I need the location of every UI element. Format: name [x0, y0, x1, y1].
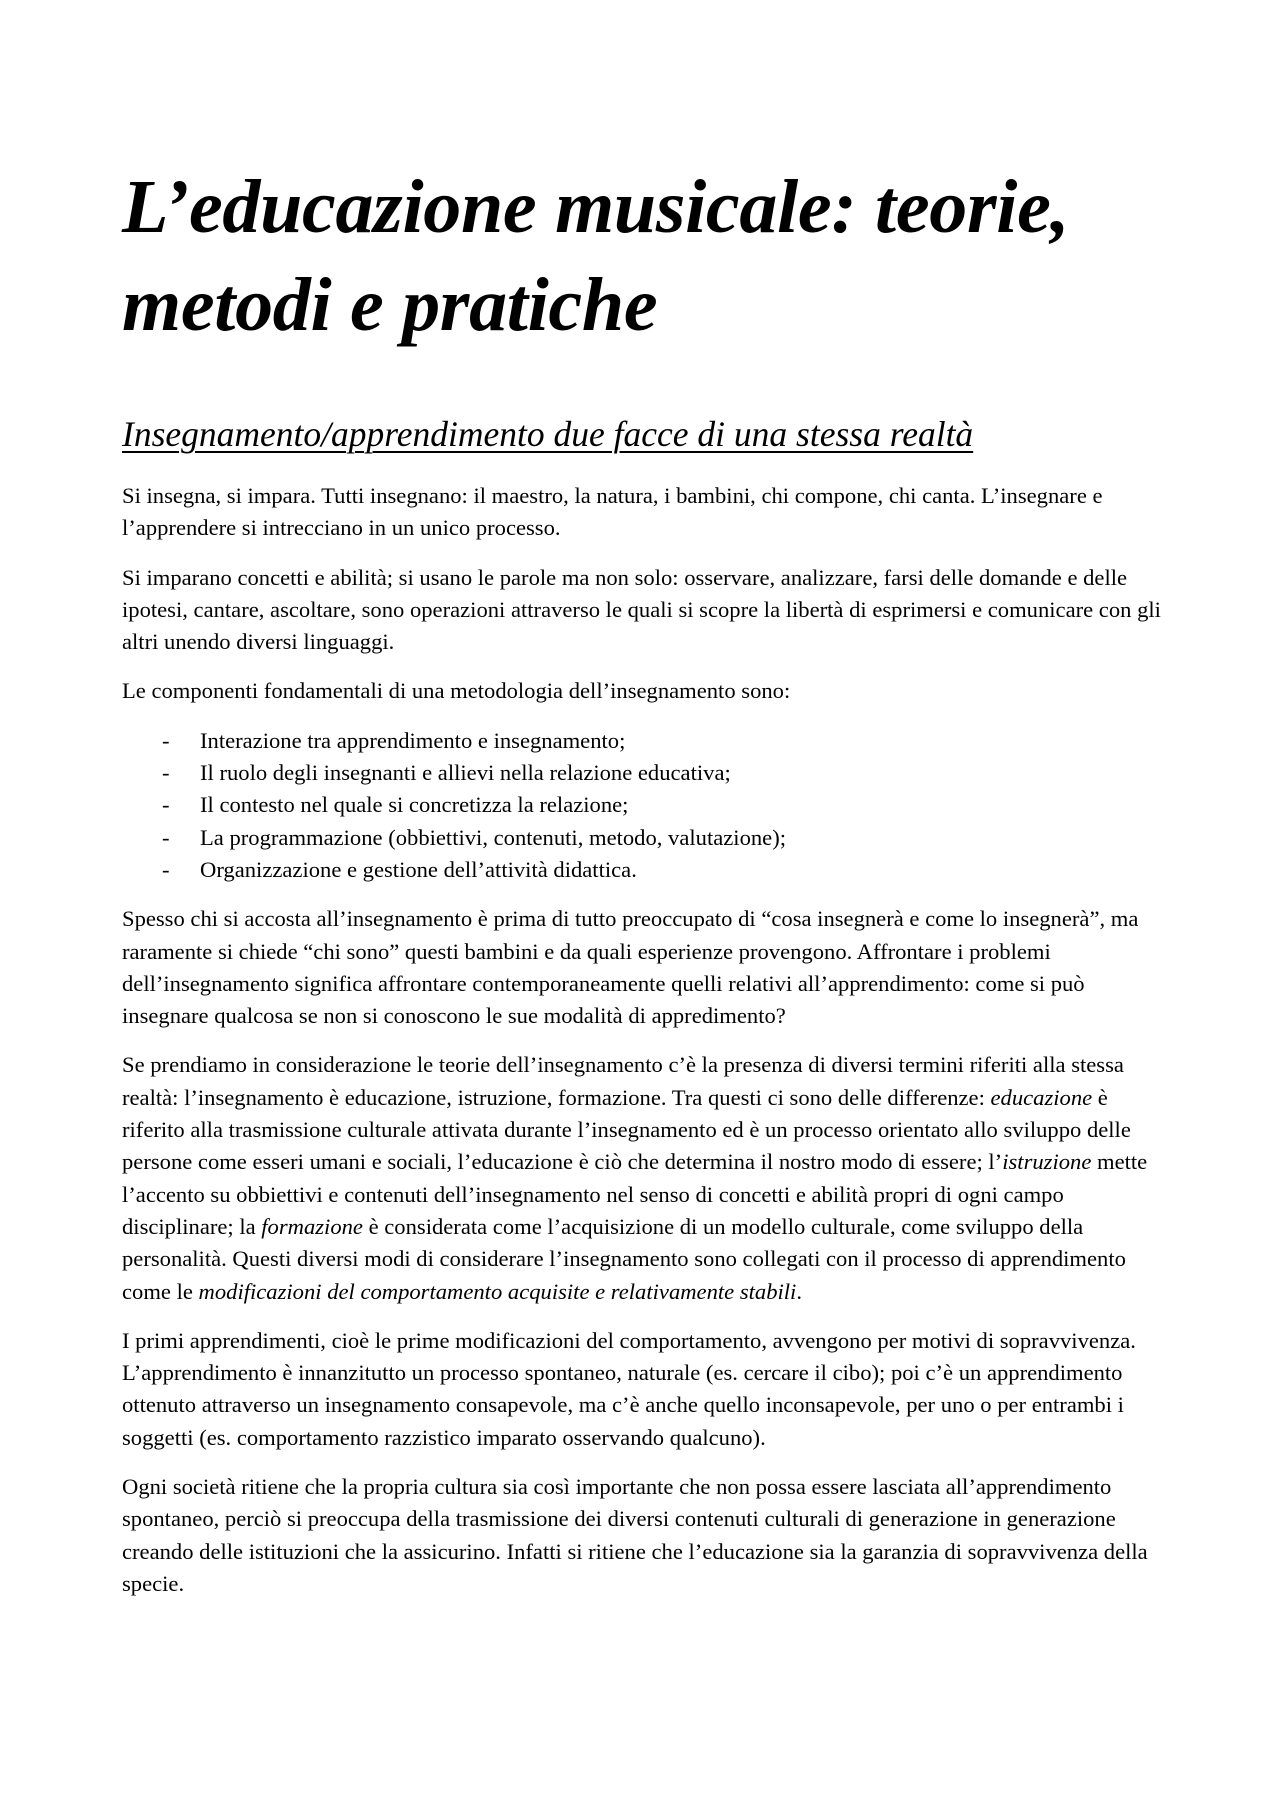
list-dash: -	[162, 824, 170, 850]
section-heading: Insegnamento/apprendimento due facce di una stessa realtà	[122, 414, 974, 454]
list-item	[122, 822, 1172, 854]
list-item-text: Interazione tra apprendimento e insegnamento;	[200, 727, 626, 753]
list-item	[122, 854, 1172, 886]
term-educazione: educazione	[990, 1084, 1093, 1110]
document-title	[122, 158, 1172, 354]
list-item	[122, 789, 1172, 821]
paragraph-5	[122, 1049, 1172, 1307]
document-title-line-1: L’educazione musicale: teorie,	[122, 165, 1070, 249]
list-item	[122, 757, 1172, 789]
paragraph-2: Si imparano concetti e abilità; si usano le parole ma non solo: osservare, analizzare, farsi delle domande e delle ipotesi, cantare, ascoltare, sono operazioni attraverso le quali si scopre la libertà di esprimersi e comunicare con gli altri unendo diversi linguaggi.	[122, 564, 1161, 655]
list-dash: -	[162, 727, 170, 753]
list-item-text: La programmazione (obbiettivi, contenuti, metodo, valutazione);	[200, 824, 786, 850]
paragraph-6: I primi apprendimenti, cioè le prime modificazioni del comportamento, avvengono per motivi di sopravvivenza. L’apprendimento è innanzitutto un processo spontaneo, naturale (es. cercare il cibo); poi c’è un apprendimento ottenuto attraverso un insegnamento consapevole, ma c’è anche quello inconsapevole, per uno o per entrambi i soggetti (es. comportamento razzistico imparato osservando qualcuno).	[122, 1327, 1136, 1450]
term-formazione: formazione	[261, 1213, 363, 1239]
paragraph-1: Si insegna, si impara. Tutti insegnano: il maestro, la natura, i bambini, chi compone, chi canta. L’insegnare e l’apprendere si intrecciano in un unico processo.	[122, 483, 1103, 541]
list-item-text: Organizzazione e gestione dell’attività didattica.	[200, 856, 637, 882]
paragraph-5-text-5: .	[796, 1278, 802, 1304]
paragraph-3: Le componenti fondamentali di una metodologia dell’insegnamento sono:	[122, 678, 791, 704]
term-modificazioni: modificazioni del comportamento acquisite e relativamente stabili	[198, 1278, 797, 1304]
term-istruzione: istruzione	[1002, 1149, 1092, 1175]
document-body	[122, 480, 1172, 1617]
components-list	[122, 725, 1172, 886]
paragraph-5-text-3: mette l’accento su obbiettivi e contenuti dell’insegnamento nel senso di concetti e abilità propri di ogni campo disciplinare; la	[122, 1149, 1148, 1239]
paragraph-5-text-4: è considerata come l’acquisizione di un modello culturale, come sviluppo della personalità. Questi diversi modi di considerare l’insegnamento sono collegati con il processo di apprendimento come le	[122, 1213, 1126, 1304]
list-item	[122, 725, 1172, 757]
list-dash: -	[162, 792, 170, 818]
list-item-text: Il ruolo degli insegnanti e allievi nella relazione educativa;	[200, 760, 731, 786]
list-dash: -	[162, 856, 170, 882]
list-dash: -	[162, 760, 170, 786]
paragraph-5-text-1: Se prendiamo in considerazione le teorie dell’insegnamento c’è la presenza di diversi termini riferiti alla stessa realtà: l’insegnamento è educazione, istruzione, formazione. Tra questi ci sono delle differenze:	[122, 1052, 1124, 1110]
paragraph-4: Spesso chi si accosta all’insegnamento è prima di tutto preoccupato di “cosa insegnerà e come lo insegnerà”, ma raramente si chiede “chi sono” questi bambini e da quali esperienze provengono. Affrontare i problemi dell’insegnamento significa affrontare contemporaneamente quelli relativi all’apprendimento: come si può insegnare qualcosa se non si conoscono le sue modalità di appredimento?	[122, 906, 1139, 1029]
paragraph-7: Ogni società ritiene che la propria cultura sia così importante che non possa essere lasciata all’apprendimento spontaneo, perciò si preoccupa della trasmissione dei diversi contenuti culturali di generazione in generazione creando delle istituzioni che la assicurino. Infatti si ritiene che l’educazione sia la garanzia di sopravvivenza della specie.	[122, 1474, 1148, 1596]
paragraph-5-text-2: è riferito alla trasmissione culturale attivata durante l’insegnamento ed è un processo orientato allo sviluppo delle persone come esseri umani e sociali, l’educazione è ciò che determina il nostro modo di essere; l’	[122, 1084, 1131, 1175]
document-title-line-2: metodi e pratiche	[122, 263, 658, 347]
list-item-text: Il contesto nel quale si concretizza la relazione;	[200, 792, 629, 818]
